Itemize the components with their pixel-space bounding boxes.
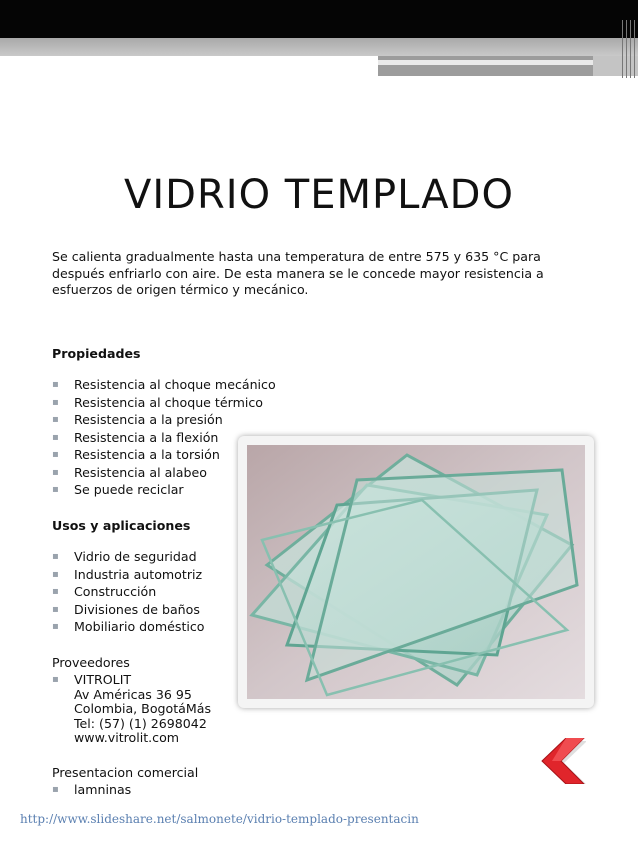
list-item: ▪ Resistencia al choque térmico [52,394,263,410]
provider-city: Colombia, BogotáMás [74,701,212,716]
list-item: ▪ Resistencia al choque mecánico [52,377,276,392]
list-item: ▪ Resistencia al alabeo [52,464,207,480]
intro-paragraph: Se calienta gradualmente hasta una temperatura de entre 575 y 635 °C para después enfriarlo con aire. De esta manera se le concede mayor resistencia a esfuerzos de origen térmico y mecánico. [52,249,544,297]
list-item [52,673,211,746]
bullet-icon: ▪ [52,551,59,562]
usos-list [52,548,205,636]
bullet-icon: ▪ [52,586,59,597]
back-arrow-icon[interactable] [538,738,586,784]
usos-heading: Usos y aplicaciones [52,518,191,533]
list-item: ▪ Resistencia a la torsión [52,447,220,462]
list-item: ▪ lamninas [52,782,132,797]
header-bar [0,0,638,38]
glass-photo-frame [238,436,594,708]
bullet-icon: ▪ [52,449,59,460]
bullet-icon: ▪ [52,784,59,795]
bullet-icon: ▪ [52,484,59,495]
provider-name: VITROLIT [74,672,132,687]
list-item: ▪ Vidrio de seguridad [52,549,197,564]
provider-address: Av Américas 36 95 [74,686,192,702]
source-url[interactable]: http://www.slideshare.net/salmonete/vidrio-templado-presentacin [20,812,419,826]
tempered-glass-image [247,445,585,699]
list-item: ▪ Mobiliario doméstico [52,619,205,634]
propiedades-heading: Propiedades [52,346,141,361]
bullet-icon: ▪ [52,568,59,580]
list-item: ▪ Divisiones de baños [52,601,200,617]
slide-title: VIDRIO TEMPLADO [124,172,514,218]
bullet-icon: ▪ [52,414,59,425]
bullet-icon: ▪ [52,396,59,408]
list-item: ▪ Construcción [52,584,157,599]
presentacion-heading: Presentacion comercial [52,765,199,780]
bullet-icon: ▪ [52,379,59,390]
bullet-icon: ▪ [52,674,59,685]
list-item: ▪ Industria automotriz [52,566,203,582]
bullet-icon: ▪ [52,603,59,615]
presentacion-list [52,781,131,799]
provider-web: www.vitrolit.com [74,730,180,745]
header-gradient [0,38,638,56]
proveedores-heading: Proveedores [52,655,130,670]
header-tabs-decoration [378,56,638,76]
proveedores-list [52,673,211,746]
list-item: ▪ Se puede reciclar [52,482,184,497]
list-item: ▪ Resistencia a la presión [52,412,223,427]
list-item: ▪ Resistencia a la flexión [52,429,219,445]
bullet-icon: ▪ [52,466,59,478]
provider-phone: Tel: (57) (1) 2698042 [74,715,207,731]
bullet-icon: ▪ [52,431,59,443]
bullet-icon: ▪ [52,621,59,632]
decorative-lines [620,20,638,78]
